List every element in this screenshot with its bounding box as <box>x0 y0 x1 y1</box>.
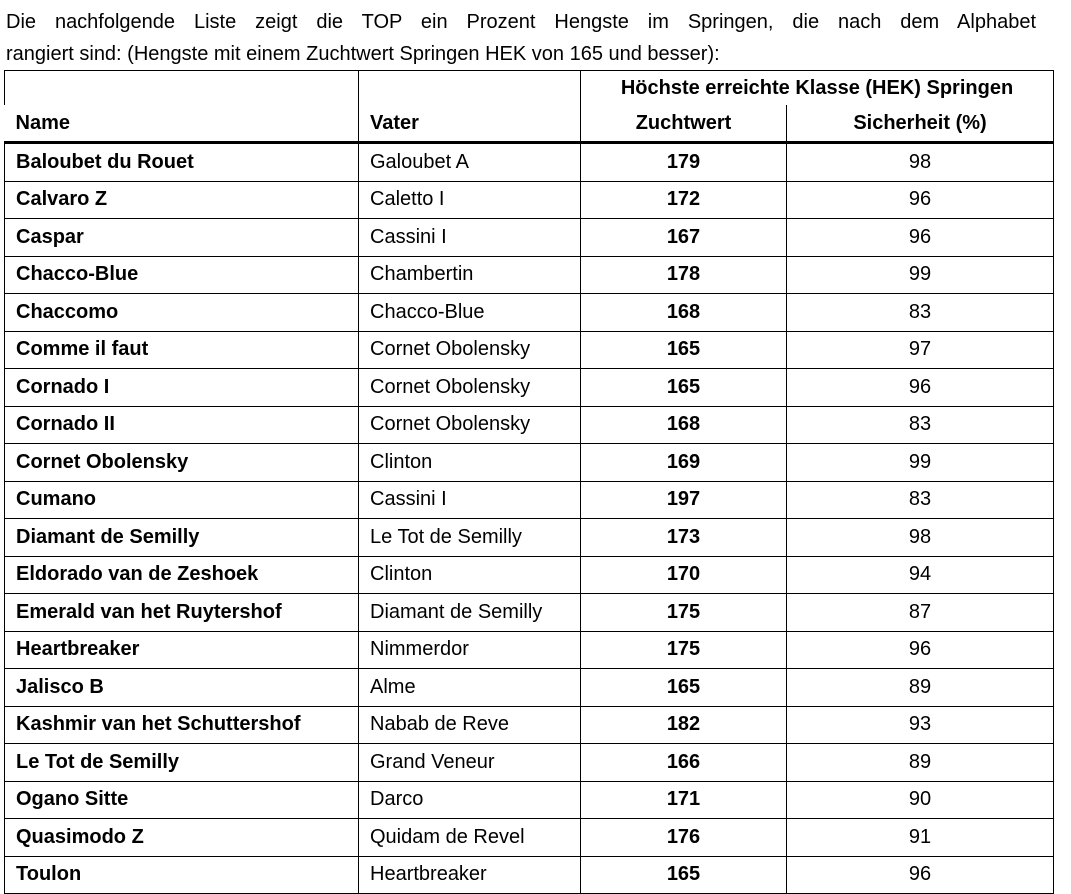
table-row <box>5 744 1054 782</box>
intro-paragraph <box>6 6 1036 70</box>
cell-zuchtwert: 169 <box>581 444 787 482</box>
cell-zuchtwert: 170 <box>581 556 787 594</box>
cell-name: Diamant de Semilly <box>5 519 359 557</box>
table-row <box>5 481 1054 519</box>
cell-vater: Alme <box>359 669 581 707</box>
cell-sicherheit: 99 <box>787 444 1054 482</box>
cell-vater: Chambertin <box>359 256 581 294</box>
cell-sicherheit: 96 <box>787 181 1054 219</box>
cell-name: Eldorado van de Zeshoek <box>5 556 359 594</box>
column-header-name: Name <box>5 105 359 143</box>
cell-zuchtwert: 175 <box>581 631 787 669</box>
cell-name: Baloubet du Rouet <box>5 143 359 182</box>
cell-zuchtwert: 165 <box>581 331 787 369</box>
header-spacer-vater <box>359 71 581 106</box>
cell-sicherheit: 83 <box>787 481 1054 519</box>
header-row-group <box>5 71 1054 106</box>
cell-zuchtwert: 176 <box>581 819 787 857</box>
table-row <box>5 631 1054 669</box>
cell-vater: Cassini I <box>359 219 581 257</box>
table-row <box>5 669 1054 707</box>
cell-vater: Diamant de Semilly <box>359 594 581 632</box>
cell-vater: Chacco-Blue <box>359 294 581 332</box>
cell-vater: Galoubet A <box>359 143 581 182</box>
cell-name: Jalisco B <box>5 669 359 707</box>
table-row <box>5 219 1054 257</box>
table-row <box>5 781 1054 819</box>
cell-zuchtwert: 197 <box>581 481 787 519</box>
cell-name: Cornet Obolensky <box>5 444 359 482</box>
cell-zuchtwert: 168 <box>581 294 787 332</box>
cell-vater: Grand Veneur <box>359 744 581 782</box>
cell-vater: Nimmerdor <box>359 631 581 669</box>
group-header: Höchste erreichte Klasse (HEK) Springen <box>581 71 1054 106</box>
cell-name: Calvaro Z <box>5 181 359 219</box>
table-row <box>5 143 1054 182</box>
table-row <box>5 706 1054 744</box>
cell-sicherheit: 96 <box>787 369 1054 407</box>
cell-vater: Heartbreaker <box>359 856 581 894</box>
cell-vater: Caletto I <box>359 181 581 219</box>
column-header-sicherheit: Sicherheit (%) <box>787 105 1054 143</box>
cell-sicherheit: 89 <box>787 669 1054 707</box>
cell-zuchtwert: 166 <box>581 744 787 782</box>
cell-name: Kashmir van het Schuttershof <box>5 706 359 744</box>
intro-line-1: Die nachfolgende Liste zeigt die TOP ein Prozent Hengste im Springen, die nach dem Alphabet <box>6 11 1036 33</box>
cell-zuchtwert: 171 <box>581 781 787 819</box>
table-row <box>5 856 1054 894</box>
cell-vater: Cornet Obolensky <box>359 331 581 369</box>
cell-sicherheit: 93 <box>787 706 1054 744</box>
cell-name: Le Tot de Semilly <box>5 744 359 782</box>
cell-vater: Nabab de Reve <box>359 706 581 744</box>
cell-name: Comme il faut <box>5 331 359 369</box>
cell-vater: Cornet Obolensky <box>359 369 581 407</box>
cell-sicherheit: 98 <box>787 143 1054 182</box>
cell-zuchtwert: 178 <box>581 256 787 294</box>
cell-zuchtwert: 165 <box>581 856 787 894</box>
cell-zuchtwert: 168 <box>581 406 787 444</box>
column-header-zuchtwert: Zuchtwert <box>581 105 787 143</box>
cell-name: Quasimodo Z <box>5 819 359 857</box>
cell-sicherheit: 89 <box>787 744 1054 782</box>
cell-zuchtwert: 165 <box>581 669 787 707</box>
table-row <box>5 819 1054 857</box>
cell-name: Caspar <box>5 219 359 257</box>
cell-name: Chaccomo <box>5 294 359 332</box>
cell-name: Cumano <box>5 481 359 519</box>
cell-vater: Le Tot de Semilly <box>359 519 581 557</box>
cell-name: Chacco-Blue <box>5 256 359 294</box>
table-row <box>5 556 1054 594</box>
cell-zuchtwert: 182 <box>581 706 787 744</box>
cell-sicherheit: 83 <box>787 294 1054 332</box>
cell-sicherheit: 83 <box>787 406 1054 444</box>
cell-vater: Clinton <box>359 444 581 482</box>
table-row <box>5 294 1054 332</box>
cell-sicherheit: 94 <box>787 556 1054 594</box>
cell-vater: Quidam de Revel <box>359 819 581 857</box>
table-row <box>5 594 1054 632</box>
cell-sicherheit: 99 <box>787 256 1054 294</box>
cell-zuchtwert: 175 <box>581 594 787 632</box>
cell-sicherheit: 96 <box>787 856 1054 894</box>
table-row <box>5 331 1054 369</box>
cell-name: Cornado I <box>5 369 359 407</box>
table-row <box>5 406 1054 444</box>
cell-zuchtwert: 173 <box>581 519 787 557</box>
cell-sicherheit: 87 <box>787 594 1054 632</box>
cell-sicherheit: 98 <box>787 519 1054 557</box>
cell-name: Ogano Sitte <box>5 781 359 819</box>
cell-sicherheit: 96 <box>787 631 1054 669</box>
cell-sicherheit: 90 <box>787 781 1054 819</box>
cell-zuchtwert: 172 <box>581 181 787 219</box>
stallion-table <box>4 70 1054 894</box>
cell-name: Toulon <box>5 856 359 894</box>
cell-sicherheit: 96 <box>787 219 1054 257</box>
table-row <box>5 256 1054 294</box>
table-row <box>5 181 1054 219</box>
header-row-columns <box>5 105 1054 143</box>
cell-vater: Cassini I <box>359 481 581 519</box>
cell-name: Cornado II <box>5 406 359 444</box>
intro-line-2: rangiert sind: (Hengste mit einem Zuchtwert Springen HEK von 165 und besser): <box>6 43 720 65</box>
cell-sicherheit: 97 <box>787 331 1054 369</box>
cell-vater: Clinton <box>359 556 581 594</box>
cell-zuchtwert: 167 <box>581 219 787 257</box>
cell-zuchtwert: 179 <box>581 143 787 182</box>
table-row <box>5 519 1054 557</box>
cell-sicherheit: 91 <box>787 819 1054 857</box>
cell-vater: Cornet Obolensky <box>359 406 581 444</box>
header-spacer-name <box>5 71 359 106</box>
cell-vater: Darco <box>359 781 581 819</box>
table-row <box>5 369 1054 407</box>
cell-name: Heartbreaker <box>5 631 359 669</box>
cell-name: Emerald van het Ruytershof <box>5 594 359 632</box>
cell-zuchtwert: 165 <box>581 369 787 407</box>
column-header-vater: Vater <box>359 105 581 143</box>
table-row <box>5 444 1054 482</box>
